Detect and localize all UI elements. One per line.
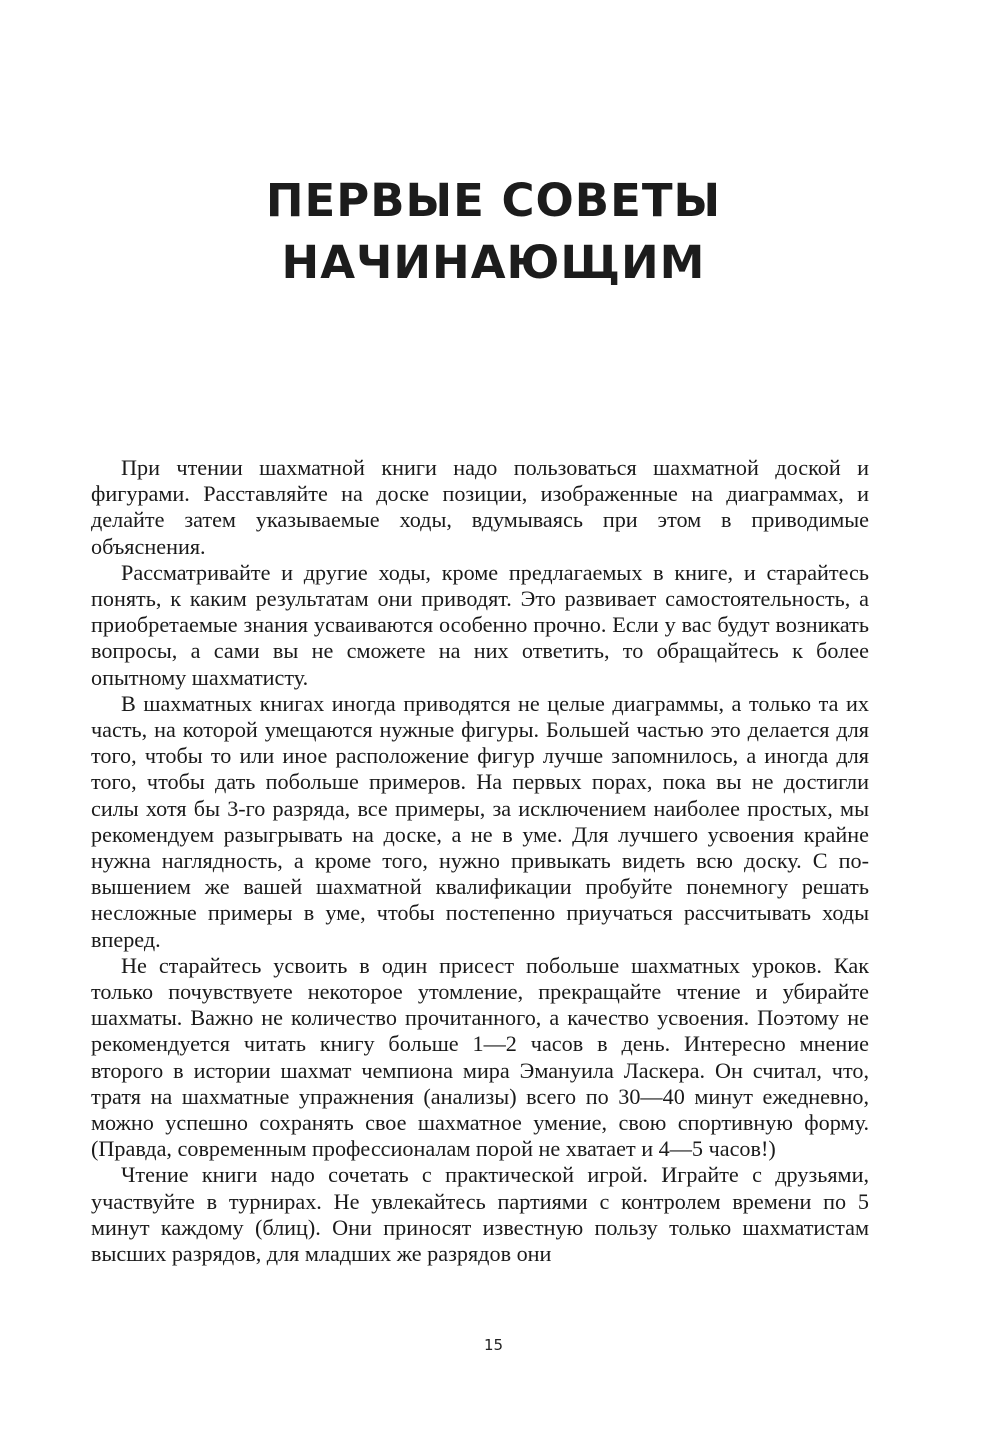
chapter-title-line-2: НАЧИНАЮЩИМ (281, 236, 706, 289)
paragraph: В шахматных книгах иногда приводятся не целые диаграммы, а только та их часть, на которой умещаются нужные фигуры. Большей частью это делается для того, чтобы то или иное расположение фигур лучше запомнилось, а иногда для того, чтобы дать побольше примеров. На первых порах, пока вы не достигли силы хотя бы 3-го разряда, все примеры, за исключением наиболее простых, мы рекомендуем разыгрывать на доске, а не в уме. Для лучшего усвоения крайне нужна наглядность, а кроме того, нужно привыкать видеть всю доску. С повышением же вашей шахматной квалификации пробуйте понемногу решать несложные примеры в уме, чтобы постепенно приучаться рассчитывать ходы вперед. (91, 690, 869, 952)
paragraph: Не старайтесь усвоить в один присест побольше шахматных уроков. Как только почувствуете некоторое утомление, прекращайте чтение и убирайте шахматы. Важно не количество прочитанного, а качество усвоения. Поэтому не рекомендуется читать книгу больше 1—2 часов в день. Интересно мнение второго в истории шахмат чемпиона мира Эмануила Ласкера. Он считал, что, тратя на шахматные упражнения (анализы) всего по 30—40 минут ежедневно, можно успешно сохранять свое шахматное умение, свою спортивную форму. (Правда, современным профессионалам порой не хватает и 4—5 часов!) (91, 952, 869, 1162)
chapter-title (0, 170, 987, 294)
paragraph: Рассматривайте и другие ходы, кроме предлагаемых в книге, и старайтесь понять, к каким результатам они приводят. Это развивает самостоятельность, а приобретаемые знания усваиваются особенно прочно. Если у вас будут возникать вопросы, а сами вы не сможете на них ответить, то обращайтесь к более опытному шахматисту. (91, 559, 869, 690)
chapter-title-line-1: ПЕРВЫЕ СОВЕТЫ (265, 174, 722, 227)
page-number: 15 (483, 1336, 504, 1354)
paragraph: При чтении шахматной книги надо пользоваться шахматной доской и фигурами. Расставляйте на доске позиции, изображенные на диаграммах, и делайте затем указываемые ходы, вдумываясь при этом в приводимые объяснения. (91, 455, 869, 559)
body-text (91, 455, 869, 1267)
paragraph: Чтение книги надо сочетать с практической игрой. Играйте с друзьями, участвуйте в турнирах. Не увлекайтесь партиями с контролем времени по 5 минут каждому (блиц). Они приносят известную пользу только шахматистам высших разрядов, для младших же разрядов они (91, 1162, 869, 1267)
